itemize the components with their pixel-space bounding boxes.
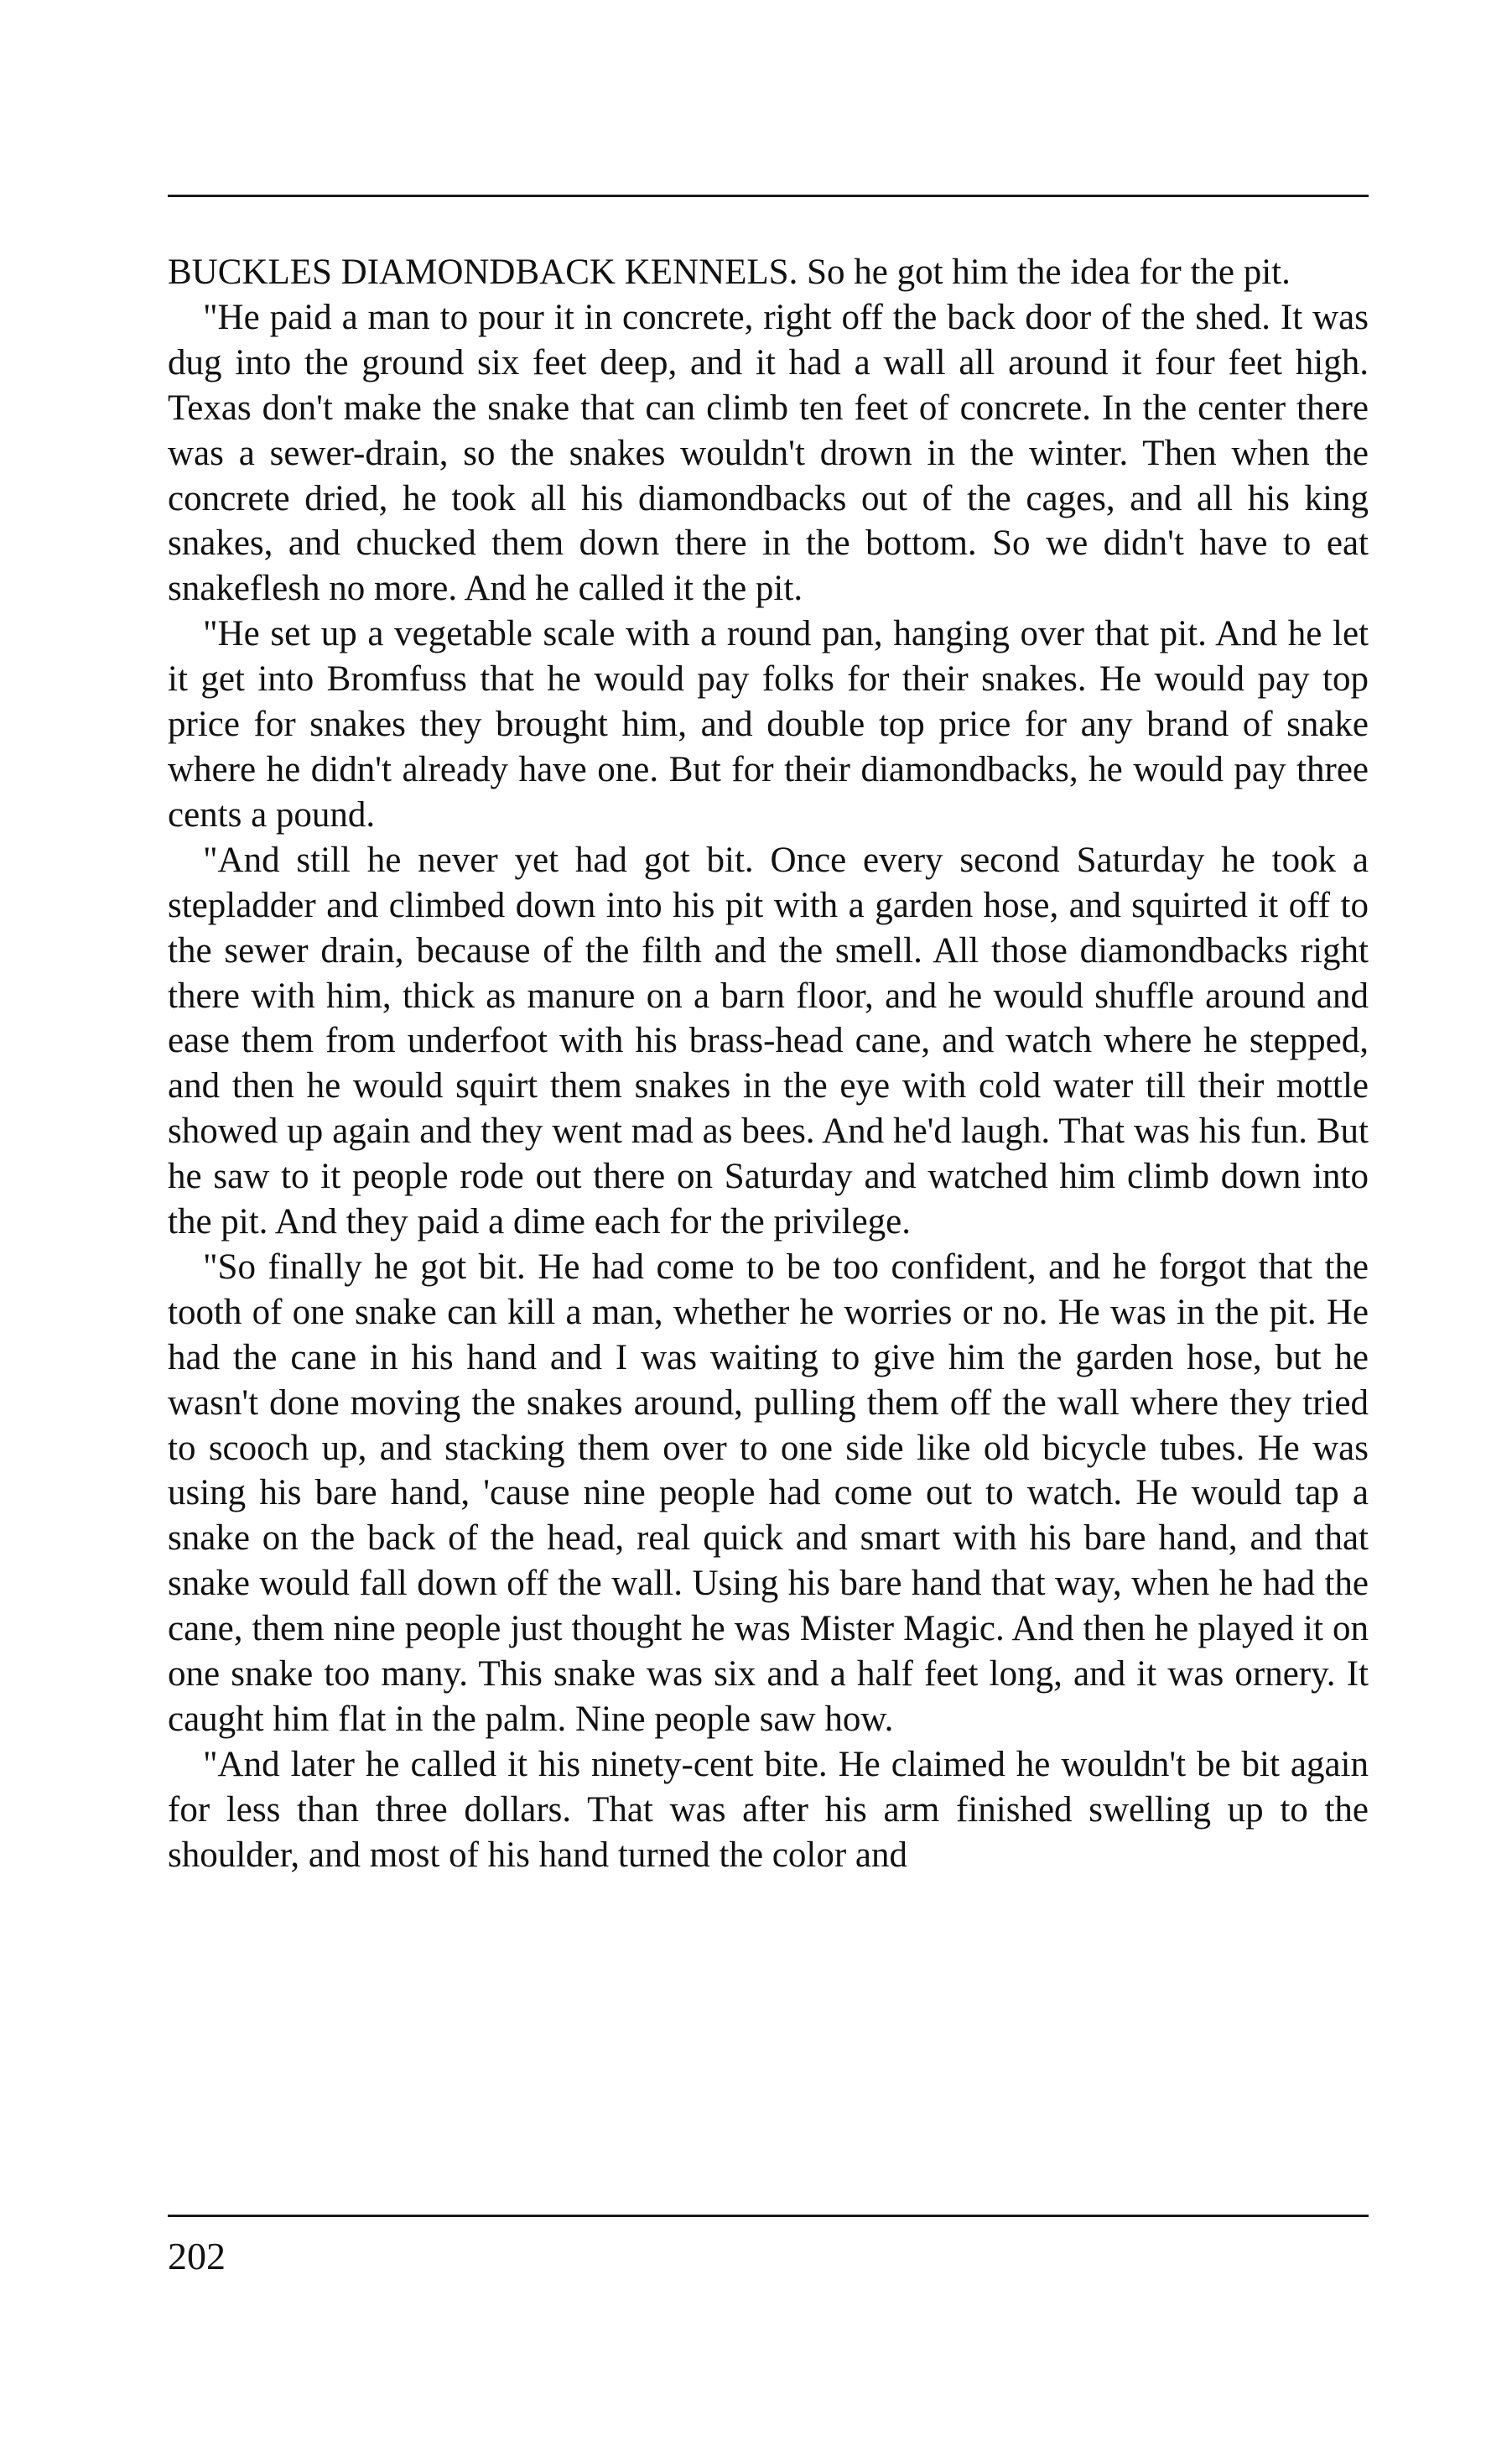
page-number: 202 xyxy=(168,2235,226,2277)
paragraph: "And later he called it his ninety-cent bite. He claimed he wouldn't be bit again for less than three dollars. That was after his arm finished swelling up to the shoulder, and most of his hand turned the color and xyxy=(168,1744,1369,1875)
top-rule xyxy=(168,195,1369,197)
paragraph: "He paid a man to pour it in concrete, right off the back door of the shed. It was dug into the ground six feet deep, and it had a wall all around it four feet high. Texas don't make the snake that can climb ten feet of concrete. In the center there was a sewer-drain, so the snakes wouldn't drown in the winter. Then when the concrete dried, he took all his diamondbacks out of the cages, and all his king snakes, and chucked them down there in the bottom. So we didn't have to eat snakeflesh no more. And he called it the pit. xyxy=(168,297,1369,609)
paragraph: "And still he never yet had got bit. Once every second Saturday he took a stepladder and climbed down into his pit with a garden hose, and squirted it off to the sewer drain, because of the filth and the smell. All those diamondbacks right there with him, thick as manure on a barn floor, and he would shuffle around and ease them from underfoot with his brass-head cane, and watch where he stepped, and then he would squirt them snakes in the eye with cold water till their mottle showed up again and they went mad as bees. And he'd laugh. That was his fun. But he saw to it people rode out there on Saturday and watched him climb down into the pit. And they paid a dime each for the privilege. xyxy=(168,840,1369,1242)
paragraph: "So finally he got bit. He had come to be too confident, and he forgot that the tooth of one snake can kill a man, whether he worries or no. He was in the pit. He had the cane in his hand and I was waiting to give him the garden hose, but he wasn't done moving the snakes around, pulling them off the wall where they tried to scooch up, and stacking them over to one side like old bicycle tubes. He was using his bare hand, 'cause nine people had come out to watch. He would tap a snake on the back of the head, real quick and smart with his bare hand, and that snake would fall down off the wall. Using his bare hand that way, when he had the cane, them nine people just thought he was Mister Magic. And then he played it on one snake too many. This snake was six and a half feet long, and it was ornery. It caught him flat in the palm. Nine people saw how. xyxy=(168,1247,1369,1739)
body-text xyxy=(168,250,1369,1878)
paragraph: BUCKLES DIAMONDBACK KENNELS. So he got him the idea for the pit. xyxy=(168,252,1291,292)
paragraph: "He set up a vegetable scale with a round pan, hanging over that pit. And he let it get into Bromfuss that he would pay folks for their snakes. He would pay top price for snakes they brought him, and double top price for any brand of snake where he didn't already have one. But for their diamondbacks, he would pay three cents a pound. xyxy=(168,614,1369,835)
bottom-rule xyxy=(168,2215,1369,2217)
